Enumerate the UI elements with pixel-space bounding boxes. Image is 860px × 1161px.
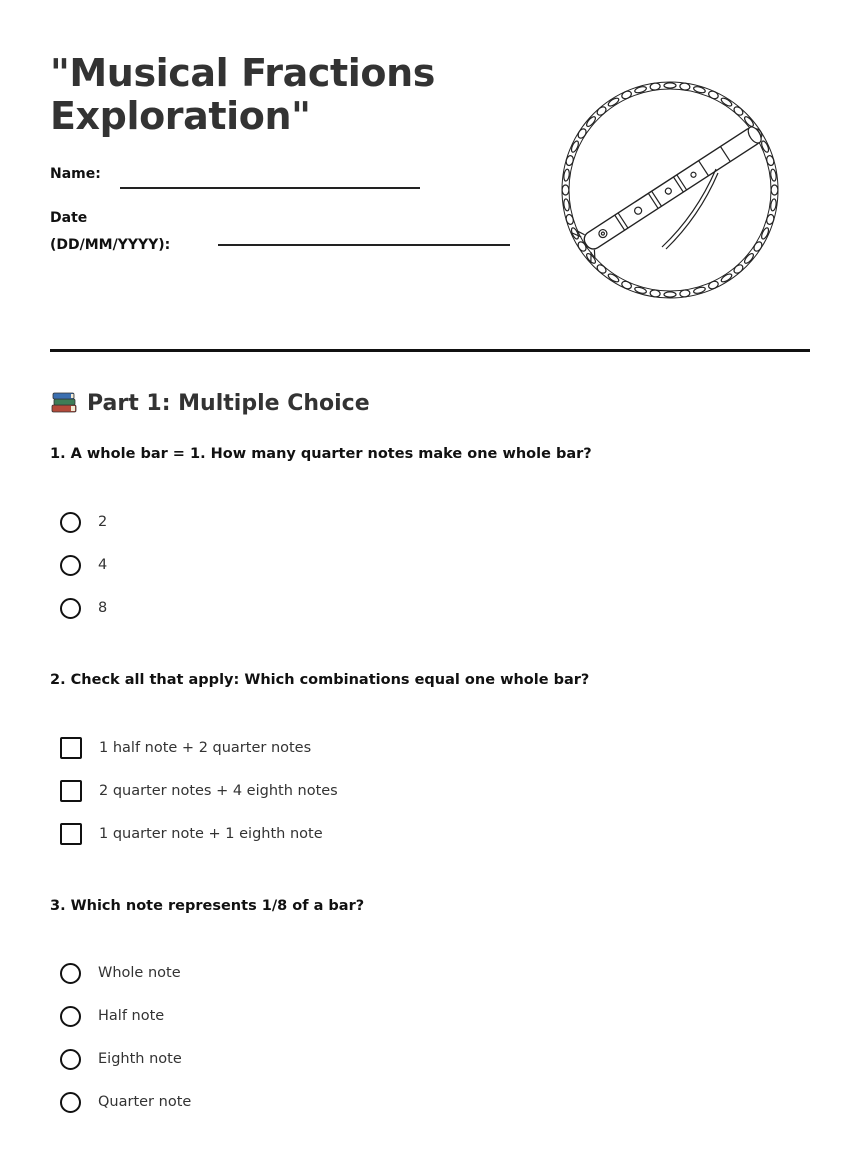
radio-button[interactable] — [60, 512, 81, 533]
part1-heading — [50, 390, 370, 416]
date-label: Date — [50, 210, 88, 226]
q1-option-4[interactable] — [60, 552, 107, 578]
option-label: 8 — [98, 600, 108, 616]
radio-button[interactable] — [60, 963, 81, 984]
q3-option-quarter[interactable] — [60, 1089, 191, 1115]
q1-option-2[interactable] — [60, 509, 107, 535]
q3-option-eighth[interactable] — [60, 1046, 182, 1072]
flute-chain-frame-icon — [556, 75, 784, 307]
q2-option-2[interactable] — [60, 778, 338, 804]
q3-option-whole[interactable] — [60, 960, 181, 986]
date-format-label: (DD/MM/YYYY): — [50, 237, 171, 253]
option-label: 2 — [98, 514, 108, 530]
option-label: 1 half note + 2 quarter notes — [99, 740, 312, 756]
name-line[interactable] — [120, 187, 420, 189]
option-label: 1 quarter note + 1 eighth note — [99, 826, 323, 842]
question-1: 1. A whole bar = 1. How many quarter notes make one whole bar? — [50, 446, 592, 462]
radio-button[interactable] — [60, 598, 81, 619]
checkbox[interactable] — [60, 737, 82, 759]
option-label: Eighth note — [98, 1051, 182, 1067]
date-line[interactable] — [218, 244, 510, 246]
radio-button[interactable] — [60, 1049, 81, 1070]
radio-button[interactable] — [60, 1092, 81, 1113]
section-title: Part 1: Multiple Choice — [87, 390, 370, 416]
option-label: 4 — [98, 557, 108, 573]
books-icon — [50, 390, 78, 416]
option-label: Quarter note — [98, 1094, 192, 1110]
header-divider — [50, 349, 810, 352]
q2-option-3[interactable] — [60, 821, 323, 847]
option-label: Half note — [98, 1008, 165, 1024]
q2-option-1[interactable] — [60, 735, 311, 761]
question-2: 2. Check all that apply: Which combinations equal one whole bar? — [50, 672, 590, 688]
checkbox[interactable] — [60, 780, 82, 802]
name-label: Name: — [50, 166, 101, 182]
worksheet-title: "Musical Fractions Exploration" — [50, 51, 435, 138]
option-label: Whole note — [98, 965, 181, 981]
checkbox[interactable] — [60, 823, 82, 845]
question-3: 3. Which note represents 1/8 of a bar? — [50, 898, 365, 914]
option-label: 2 quarter notes + 4 eighth notes — [99, 783, 338, 799]
radio-button[interactable] — [60, 1006, 81, 1027]
q1-option-8[interactable] — [60, 595, 107, 621]
radio-button[interactable] — [60, 555, 81, 576]
q3-option-half[interactable] — [60, 1003, 164, 1029]
